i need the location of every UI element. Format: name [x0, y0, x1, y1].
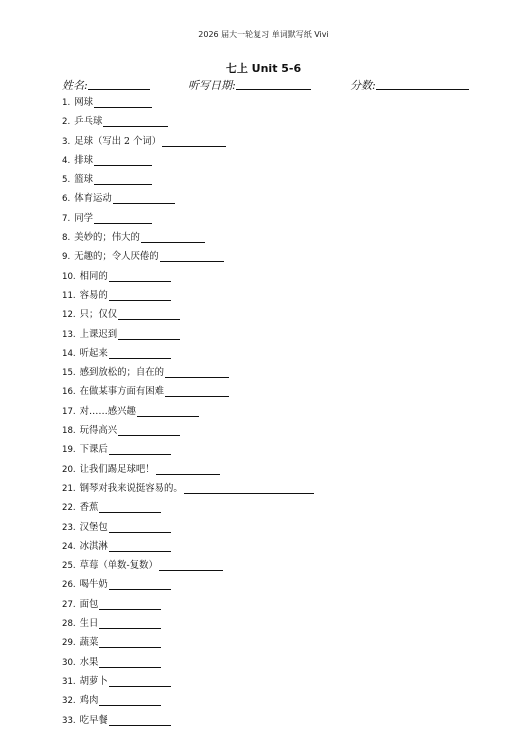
item-number: 13. [62, 329, 76, 340]
vocab-item [62, 444, 502, 463]
answer-blank[interactable] [103, 116, 168, 127]
answer-blank[interactable] [99, 695, 161, 706]
item-number: 24. [62, 541, 76, 552]
answer-blank[interactable] [109, 715, 171, 726]
item-prompt: 在做某事方面有困难 [79, 386, 165, 398]
item-prompt: 胡萝卜 [79, 675, 108, 687]
item-prompt: 同学 [74, 212, 93, 224]
item-number: 11. [62, 290, 76, 301]
item-prompt: 喝牛奶 [79, 579, 108, 591]
vocab-item [62, 251, 502, 270]
vocab-item [62, 193, 502, 212]
score-field[interactable] [350, 77, 469, 93]
item-prompt: 水果 [79, 656, 99, 668]
name-label: 姓名: [62, 79, 88, 92]
item-number: 14. [62, 348, 76, 359]
answer-blank[interactable] [109, 579, 171, 590]
item-number: 29. [62, 638, 76, 649]
vocab-item [62, 522, 502, 541]
item-number: 22. [62, 503, 76, 514]
vocab-item [62, 136, 502, 155]
answer-blank[interactable] [109, 541, 171, 552]
answer-blank[interactable] [113, 193, 175, 204]
worksheet-header: 2026 届大一轮复习 单词默写纸 Vivi [198, 30, 329, 39]
item-number: 25. [62, 561, 76, 572]
item-prompt: 足球（写出 2 个词） [74, 135, 162, 147]
item-prompt: 乒乓球 [74, 116, 103, 128]
vocab-item [62, 232, 502, 251]
item-number: 2. [62, 117, 71, 128]
item-prompt: 下课后 [79, 444, 108, 456]
vocab-item [62, 637, 502, 656]
item-prompt: 容易的 [79, 289, 108, 301]
item-prompt: 香蕉 [79, 502, 99, 514]
item-number: 20. [62, 464, 76, 475]
vocab-item [62, 695, 502, 714]
answer-blank[interactable] [99, 599, 161, 610]
answer-blank[interactable] [160, 251, 224, 262]
item-prompt: 钢琴对我来说挺容易的。 [79, 482, 183, 494]
item-number: 3. [62, 136, 71, 147]
item-number: 1. [62, 98, 71, 108]
vocab-item [62, 425, 502, 444]
vocab-item [62, 579, 502, 598]
item-number: 30. [62, 657, 76, 668]
item-number: 27. [62, 599, 76, 610]
item-number: 26. [62, 580, 76, 591]
item-number: 32. [62, 696, 76, 707]
item-prompt: 汉堡包 [79, 521, 108, 533]
item-prompt: 上课迟到 [79, 328, 118, 340]
item-prompt: 篮球 [74, 174, 93, 186]
answer-blank[interactable] [94, 213, 152, 224]
answer-blank[interactable] [109, 290, 171, 301]
item-prompt: 鸡肉 [79, 695, 99, 707]
vocab-item [62, 676, 502, 695]
vocab-item [62, 290, 502, 309]
item-prompt: 美妙的；伟大的 [74, 232, 140, 244]
vocab-item [62, 502, 502, 521]
answer-blank[interactable] [99, 657, 161, 668]
item-prompt: 让我们踢足球吧！ [79, 463, 155, 475]
answer-blank[interactable] [109, 271, 171, 282]
answer-blank[interactable] [94, 97, 152, 108]
vocab-item [62, 329, 502, 348]
answer-blank[interactable] [109, 676, 171, 687]
answer-blank[interactable] [165, 386, 229, 397]
vocab-item [62, 715, 502, 734]
item-number: 33. [62, 715, 76, 726]
answer-blank[interactable] [184, 483, 314, 494]
item-number: 17. [62, 406, 76, 417]
vocab-item [62, 309, 502, 328]
answer-blank[interactable] [99, 637, 161, 648]
vocab-item [62, 599, 502, 618]
item-prompt: 只；仅仅 [79, 309, 118, 321]
item-prompt: 蔬菜 [79, 637, 99, 649]
item-number: 6. [62, 194, 71, 205]
item-prompt: 无趣的；令人厌倦的 [74, 251, 159, 263]
worksheet-title: 七上 Unit 5-6 [225, 62, 302, 75]
item-number: 19. [62, 445, 76, 456]
answer-blank[interactable] [156, 464, 220, 475]
vocabulary-list [62, 97, 502, 734]
item-prompt: 网球 [74, 97, 93, 108]
vocab-item [62, 348, 502, 367]
answer-blank[interactable] [99, 502, 161, 513]
vocab-item [62, 271, 502, 290]
answer-blank[interactable] [94, 174, 152, 185]
dictation-date-field[interactable] [188, 77, 311, 93]
item-number: 16. [62, 387, 76, 398]
answer-blank[interactable] [162, 136, 226, 147]
vocab-item [62, 386, 502, 405]
vocab-item [62, 406, 502, 425]
answer-blank[interactable] [159, 560, 223, 571]
item-number: 31. [62, 676, 76, 687]
item-number: 15. [62, 368, 76, 379]
vocab-item [62, 657, 502, 676]
item-number: 8. [62, 233, 71, 244]
answer-blank[interactable] [137, 406, 199, 417]
item-number: 18. [62, 426, 76, 437]
vocab-item [62, 116, 502, 135]
item-prompt: 冰淇淋 [79, 540, 108, 552]
dictation-date-label: 听写日期: [188, 79, 236, 92]
name-blank[interactable] [88, 79, 150, 90]
answer-blank[interactable] [165, 367, 229, 378]
item-number: 21. [62, 483, 76, 494]
item-number: 7. [62, 213, 71, 224]
item-number: 9. [62, 252, 71, 263]
vocab-item [62, 174, 502, 193]
item-prompt: 生日 [79, 618, 99, 630]
answer-blank[interactable] [118, 425, 180, 436]
item-prompt: 体育运动 [74, 193, 112, 205]
item-number: 12. [62, 310, 76, 321]
vocab-item [62, 155, 502, 174]
answer-blank[interactable] [118, 309, 180, 320]
vocab-item [62, 97, 502, 116]
item-prompt: 玩得高兴 [79, 425, 118, 437]
item-prompt: 面包 [79, 598, 99, 610]
item-prompt: 感到放松的；自在的 [79, 367, 165, 379]
vocab-item [62, 367, 502, 386]
vocab-item [62, 541, 502, 560]
score-blank[interactable] [376, 79, 469, 90]
answer-blank[interactable] [109, 444, 171, 455]
name-field[interactable] [62, 77, 150, 93]
answer-blank[interactable] [99, 618, 161, 629]
vocab-item [62, 483, 502, 502]
answer-blank[interactable] [109, 348, 171, 359]
score-label: 分数: [350, 79, 376, 92]
item-number: 10. [62, 271, 76, 282]
answer-blank[interactable] [141, 232, 205, 243]
item-prompt: 相同的 [79, 270, 108, 282]
vocab-item [62, 560, 502, 579]
item-number: 4. [62, 155, 71, 166]
item-prompt: 听起来 [79, 347, 108, 359]
item-number: 23. [62, 522, 76, 533]
item-prompt: 对……感兴趣 [79, 405, 136, 417]
item-number: 5. [62, 175, 71, 186]
vocab-item [62, 464, 502, 483]
dictation-date-blank[interactable] [236, 79, 311, 90]
item-prompt: 草莓（单数-复数） [79, 560, 158, 572]
item-prompt: 排球 [74, 154, 93, 166]
vocab-item [62, 618, 502, 637]
item-prompt: 吃早餐 [79, 714, 108, 726]
answer-blank[interactable] [94, 155, 152, 166]
answer-blank[interactable] [109, 522, 171, 533]
item-number: 28. [62, 619, 76, 630]
answer-blank[interactable] [118, 329, 180, 340]
vocab-item [62, 213, 502, 232]
